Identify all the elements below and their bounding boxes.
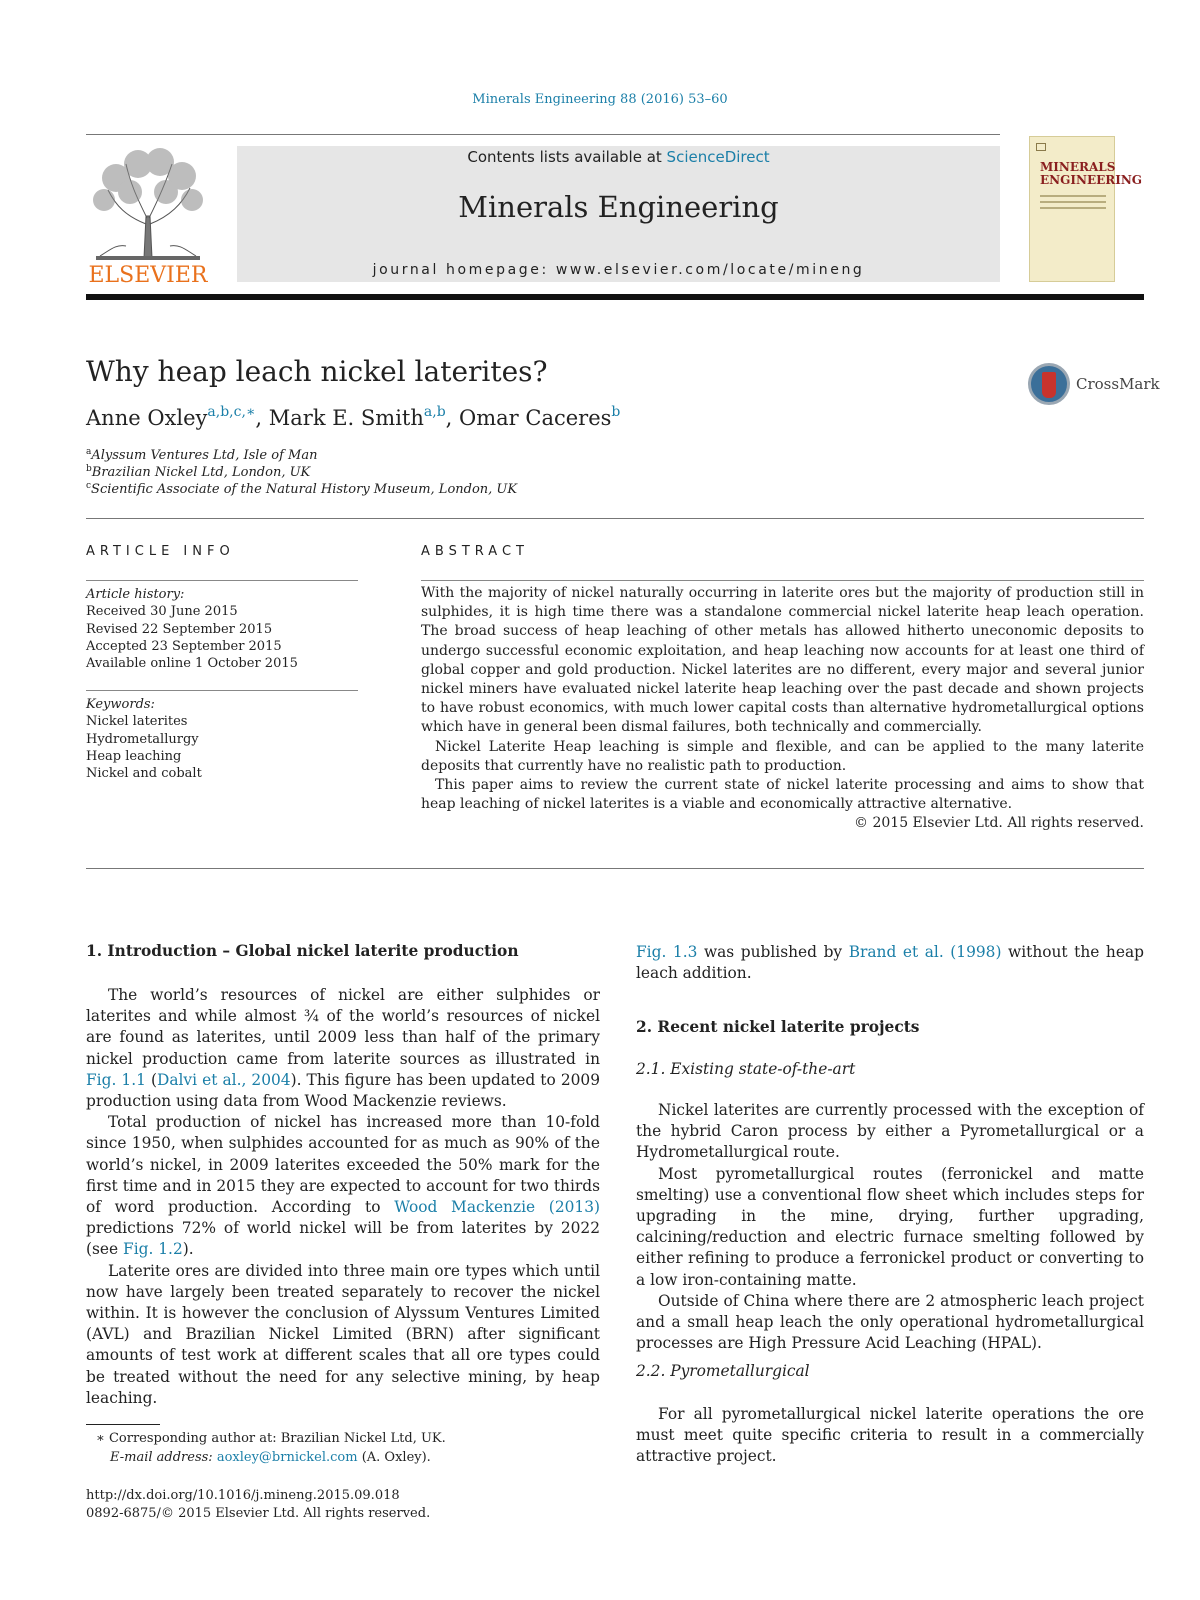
abstract-rule	[421, 580, 1144, 581]
body-paragraph: For all pyrometallurgical nickel laterite operations the ore must meet quite specific criteria to result in a commercially attractive project.	[636, 1405, 1144, 1466]
crossmark-label: CrossMark	[1076, 375, 1160, 393]
author-name[interactable]: Mark E. Smith	[268, 406, 424, 430]
keyword: Nickel and cobalt	[86, 766, 202, 782]
cover-title-line1: MINERALS	[1040, 160, 1116, 174]
affiliation: $^b$Brazilian Nickel Ltd, London, UK	[86, 464, 311, 480]
body-paragraph: Most pyrometallurgical routes (ferronickel and matte smelting) use a conventional flow sheet which includes steps for upgrading in the mine, drying, further upgrading, calcining/reduction and electric furnace smelting followed by either refining to produce a ferronickel product or converting to a low iron-containing matte.	[636, 1164, 1144, 1289]
header-rule	[86, 134, 1000, 135]
section-rule	[86, 518, 1144, 519]
article-info-rule	[86, 580, 358, 581]
corresponding-author-note: ∗ Corresponding author at: Brazilian Nickel Ltd, UK.	[96, 1431, 446, 1446]
header-thick-rule	[86, 294, 1144, 300]
figure-link[interactable]: Fig. 1.1	[86, 1070, 146, 1089]
doi-link[interactable]: http://dx.doi.org/10.1016/j.mineng.2015.09.018	[86, 1488, 400, 1503]
body-column-left	[86, 985, 600, 1409]
elsevier-wordmark: ELSEVIER	[88, 263, 208, 286]
section-heading: 2. Recent nickel laterite projects	[636, 1018, 920, 1036]
keyword: Nickel laterites	[86, 714, 188, 730]
author-name[interactable]: Anne Oxley	[86, 406, 208, 430]
contents-line	[237, 148, 1000, 166]
abstract-heading: ABSTRACT	[421, 544, 529, 559]
body-paragraph: The world’s resources of nickel are either sulphides or laterites and while almost ¾ of the world’s resources of nickel are found as laterites, until 2009 less than half of the primary nickel production came from laterite sources as illustrated in Fig. 1.1 (Dalvi et al., 2004). This figure has been updated to 2009 production using data from Wood Mackenzie reviews.	[86, 986, 600, 1111]
abstract-paragraph: Nickel Laterite Heap leaching is simple and flexible, and can be applied to the many laterite deposits that currently have no realistic path to production.	[421, 738, 1144, 774]
contents-prefix: Contents lists available at	[467, 148, 667, 166]
figure-link[interactable]: Fig. 1.2	[123, 1240, 183, 1259]
reference-link[interactable]: Brand et al. (1998)	[848, 943, 1002, 961]
reference-link[interactable]: Dalvi et al., 2004	[156, 1070, 291, 1089]
body-column-right	[636, 1404, 1144, 1468]
journal-title: Minerals Engineering	[458, 190, 779, 224]
keywords-rule	[86, 690, 358, 691]
keywords-label: Keywords:	[86, 697, 155, 712]
affiliation: $^c$Scientific Associate of the Natural History Museum, London, UK	[86, 481, 518, 497]
elsevier-logo	[86, 146, 210, 286]
history-item: Revised 22 September 2015	[86, 621, 273, 637]
author-affil-marks[interactable]: a,b,c,∗	[207, 404, 256, 420]
article-title: Why heap leach nickel laterites?	[86, 355, 548, 388]
keywords	[86, 696, 202, 782]
cover-logo-icon	[1036, 143, 1046, 151]
crossmark-icon	[1028, 363, 1070, 405]
email-link[interactable]: aoxley@brnickel.com	[216, 1450, 358, 1465]
abstract-paragraph: With the majority of nickel naturally occurring in laterite ores but the majority of production still in sulphides, it is high time there was a standalone commercial nickel laterite heap leach operation. The broad success of heap leaching of other metals has allowed hitherto uneconomic deposits to undergo successful economic exploitation, and heap leaching now accounts for at least one third of global copper and gold production. Nickel laterites are no different, every major and several junior nickel miners have evaluated nickel laterite heap leaching over the past decade and shown projects to have robust economics, with much lower capital costs than alternative hydrometallurgical options which have in general been dismal failures, both technically and commercially.	[421, 585, 1144, 736]
reference-link[interactable]: Wood Mackenzie (2013)	[394, 1198, 600, 1217]
journal-citation[interactable]: Minerals Engineering 88 (2016) 53–60	[472, 92, 728, 107]
body-paragraph: Total production of nickel has increased more than 10-fold since 1950, when sulphides accounted for as much as 90% of the world’s nickel, in 2009 laterites exceeded the 50% mark for the first time and in 2015 they are expected to account for two thirds of word production. According to Wood Mackenzie (2013) predictions 72% of world nickel will be from laterites by 2022 (see Fig. 1.2).	[86, 1113, 600, 1259]
cover-title-line2: ENGINEERING	[1040, 173, 1143, 187]
section-heading: 1. Introduction – Global nickel laterite production	[86, 942, 519, 960]
abstract-paragraph: This paper aims to review the current state of nickel laterite processing and aims to show that heap leaching of nickel laterites is a viable and economically attractive alternative.	[421, 777, 1144, 813]
history-item: Available online 1 October 2015	[86, 656, 298, 672]
article-info-heading: ARTICLE INFO	[86, 544, 235, 559]
body-paragraph: Nickel laterites are currently processed with the exception of the hybrid Caron process by either a Pyrometallurgical or a Hydrometallurgical route.	[636, 1101, 1144, 1162]
keyword: Hydrometallurgy	[86, 731, 199, 747]
author-list: Anne Oxley$^{a,b,c,∗}$, Mark E. Smith$^{a,b}$, Omar Caceres$^b$	[86, 404, 621, 430]
author-affil-marks[interactable]: a,b	[423, 404, 446, 420]
subsection-heading: 2.2. Pyrometallurgical	[636, 1362, 810, 1380]
cover-text-lines	[1040, 195, 1106, 213]
sciencedirect-link[interactable]: ScienceDirect	[666, 148, 770, 166]
issn-line: 0892-6875/© 2015 Elsevier Ltd. All rights reserved.	[86, 1506, 431, 1521]
crossmark-badge[interactable]	[1028, 363, 1160, 407]
subsection-heading: 2.1. Existing state-of-the-art	[636, 1060, 856, 1078]
author-affil-marks[interactable]: b	[611, 404, 621, 420]
author-name[interactable]: Omar Caceres	[459, 406, 612, 430]
abstract-copyright: © 2015 Elsevier Ltd. All rights reserved.	[854, 815, 1144, 832]
body-paragraph: Laterite ores are divided into three main ore types which until now have largely been treated separately to recover the nickel within. It is however the conclusion of Alyssum Ventures Limited (AVL) and Brazilian Nickel Limited (BRN) after significant amounts of test work at different scales that all ore types could be treated without the need for any selective mining, by heap leaching.	[86, 1261, 600, 1407]
affiliation: $^a$Alyssum Ventures Ltd, Isle of Man	[86, 447, 318, 463]
elsevier-tree-icon	[86, 146, 210, 286]
email-note: E-mail address: aoxley@brnickel.com (A. Oxley).	[110, 1450, 431, 1465]
history-item: Accepted 23 September 2015	[86, 638, 282, 654]
article-history	[86, 586, 298, 672]
body-column-right	[636, 942, 1144, 984]
journal-cover-thumbnail	[1029, 136, 1143, 282]
cover-title	[1040, 161, 1142, 187]
body-paragraph: Fig. 1.3 was published by Brand et al. (1998) without the heap leach addition.	[636, 943, 1144, 983]
body-rule	[86, 868, 1144, 869]
history-item: Received 30 June 2015	[86, 604, 238, 620]
journal-homepage[interactable]: journal homepage: www.elsevier.com/locate/mineng	[372, 262, 865, 278]
body-column-right	[636, 1100, 1144, 1354]
history-label: Article history:	[86, 587, 185, 602]
body-paragraph: Outside of China where there are 2 atmospheric leach project and a small heap leach the only operational hydrometallurgical processes are High Pressure Acid Leaching (HPAL).	[636, 1291, 1144, 1353]
figure-link[interactable]: Fig. 1.3	[636, 943, 698, 961]
footnote-rule	[86, 1424, 160, 1425]
keyword: Heap leaching	[86, 748, 182, 764]
abstract-body	[421, 584, 1144, 834]
